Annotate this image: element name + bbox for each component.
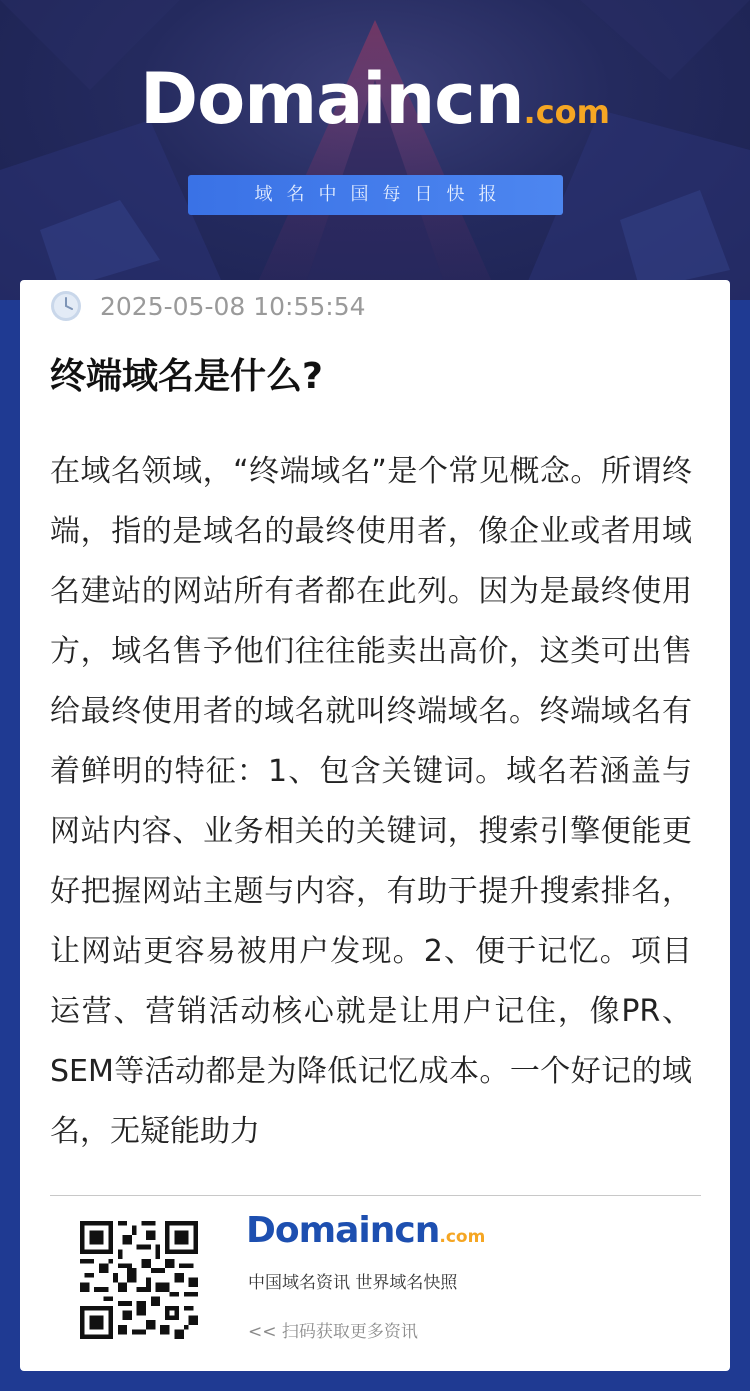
article-body: 在域名领域，“终端域名”是个常见概念。所谓终端，指的是域名的最终使用者，像企业或者用域名建站的网站所有者都在此列。因为是最终使用方，域名售予他们往往能卖出高价，这类可出售给最终使用者的域名就叫终端域名。终端域名有着鲜明的特征：1、包含关键词。域名若涵盖与网站内容、业务相关的关键词，搜索引擎便能更好把握网站主题与内容，有助于提升搜索排名，让网站更容易被用户发现。2、便于记忆。项目运营、营销活动核心就是让用户记住，像PR、SEM等活动都是为降低记忆成本。一个好记的域名，无疑能助力 (50, 454, 692, 1149)
footer-logo-wordmark: Domaincn (246, 1210, 440, 1251)
publish-datetime: 2025-05-08 10:55:54 (100, 291, 366, 321)
clock-icon (50, 290, 82, 322)
article-card (20, 280, 730, 1371)
date-row (50, 290, 366, 322)
qr-code-icon[interactable] (80, 1221, 198, 1339)
header-logo (0, 58, 750, 140)
header-hero (0, 0, 750, 300)
scan-hint: << 扫码获取更多资讯 (248, 1322, 418, 1342)
article-title: 终端域名是什么? (50, 356, 323, 397)
logo-tld: .com (523, 93, 610, 131)
footer-logo (246, 1210, 485, 1251)
footer-slogan: 中国域名资讯 世界域名快照 (248, 1273, 458, 1293)
header-background-graphic (0, 0, 750, 300)
daily-banner: 域名中国每日快报 (188, 175, 563, 215)
footer-logo-tld: .com (439, 1227, 486, 1247)
footer-divider (50, 1195, 701, 1196)
logo-wordmark: Domaincn (140, 58, 524, 140)
